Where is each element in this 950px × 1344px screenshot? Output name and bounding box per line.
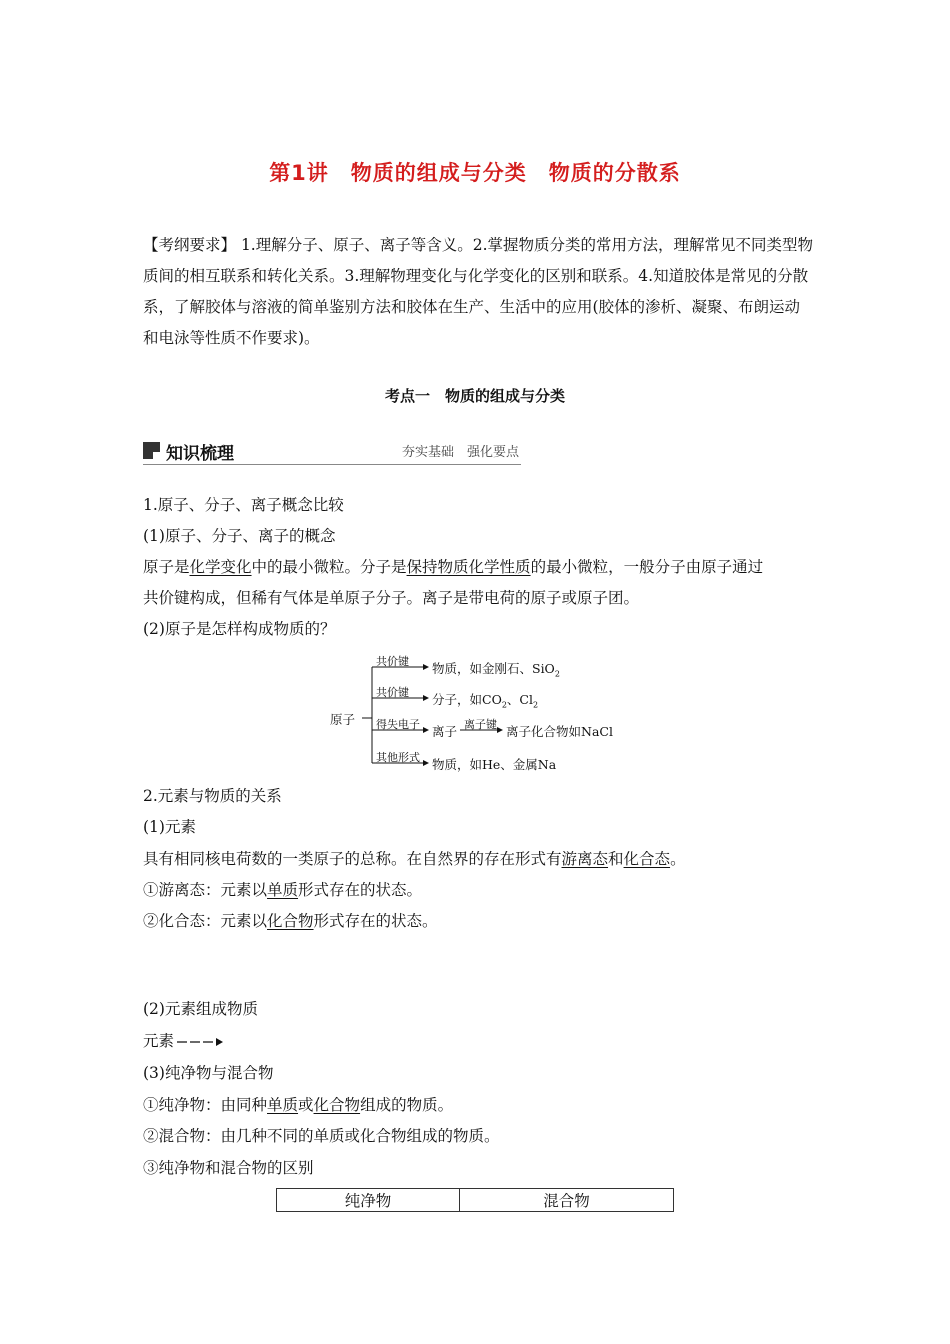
knowledge-bar-label: 知识梳理 xyxy=(166,444,234,464)
section-title: 考点一 物质的组成与分类 xyxy=(384,387,565,405)
knowledge-bar-tag: 夯实基础 强化要点 xyxy=(401,445,519,460)
text: 或 xyxy=(298,1096,314,1114)
s2-difference: ③纯净物和混合物的区别 xyxy=(143,1159,314,1177)
text: 原子是 xyxy=(143,558,190,576)
s1-line2: 共价键构成，但稀有气体是单原子分子。离子是带电荷的原子或原子团。 xyxy=(143,589,640,607)
element-arrow-line xyxy=(143,1029,224,1051)
s1-line1 xyxy=(143,555,763,577)
text: 和 xyxy=(608,850,624,868)
text: 分子，如CO xyxy=(432,692,502,707)
s2-pure xyxy=(143,1093,453,1115)
blank-answer: 单质 xyxy=(267,881,299,899)
s2-sub2: (2)元素组成物质 xyxy=(143,1000,258,1018)
subscript: 2 xyxy=(501,700,507,710)
subscript: 2 xyxy=(532,700,539,710)
divider xyxy=(143,464,521,465)
diagram-root: 原子 xyxy=(330,712,356,727)
branch2-result xyxy=(432,690,538,710)
s1-sub2: (2)原子是怎样构成物质的？ xyxy=(143,620,336,638)
text: 、Cl xyxy=(506,692,533,707)
blank-answer: 化合物 xyxy=(313,1096,361,1114)
text: 的最小微粒，一般分子由原子通过 xyxy=(530,558,764,576)
branch4-result: 物质，如He、金属Na xyxy=(432,757,557,772)
comparison-table xyxy=(276,1188,674,1212)
text: 形式存在的状态。 xyxy=(313,912,438,930)
branch3-result: 离子化合物如NaCl xyxy=(506,724,613,739)
text: ①纯净物：由同种 xyxy=(143,1096,268,1114)
branch1-result xyxy=(432,659,560,679)
branch4-label: 其他形式 xyxy=(376,751,420,764)
text: ①游离态：元素以 xyxy=(143,881,268,899)
requirements-text: 1.理解分子、原子、离子等含义。2.掌握物质分类的常用方法，理解常见不同类型物质间的相互联系和转化关系。3.理解物理变化与化学变化的区别和联系。4.知道胶体是常见的分散系，了解胶体与溶液的简单鉴别方法和胶体在生产、生活中的应用(胶体的渗析、凝聚、布朗运动和电泳等性质不作要求)。 xyxy=(143,236,814,347)
s2-item1 xyxy=(143,878,422,900)
text: 组成的物质。 xyxy=(360,1096,454,1114)
table-header-mixture: 混合物 xyxy=(460,1189,674,1212)
blank-answer: 化学变化 xyxy=(189,558,252,576)
dashed-arrow-icon xyxy=(176,1035,224,1049)
table-header-pure: 纯净物 xyxy=(277,1189,460,1212)
text: ②化合态：元素以 xyxy=(143,912,268,930)
s2-sub3: (3)纯净物与混合物 xyxy=(143,1064,274,1082)
blank-answer: 单质 xyxy=(267,1096,299,1114)
page-title: 第1讲 物质的组成与分类 物质的分散系 xyxy=(269,161,681,185)
atom-structure-diagram xyxy=(330,650,650,780)
branch3-label2: 离子键 xyxy=(464,718,497,731)
text: 中的最小微粒。分子是 xyxy=(251,558,407,576)
s1-sub1: (1)原子、分子、离子的概念 xyxy=(143,527,336,545)
s2-item2 xyxy=(143,909,438,931)
text: 具有相同核电荷数的一类原子的总称。在自然界的存在形式有 xyxy=(143,850,562,868)
requirements-paragraph xyxy=(143,230,815,354)
blank-answer: 保持物质化学性质 xyxy=(406,558,531,576)
branch3-mid: 离子 xyxy=(432,724,458,739)
s2-heading: 2.元素与物质的关系 xyxy=(143,787,282,805)
subscript: 2 xyxy=(554,669,560,679)
knowledge-bar xyxy=(143,437,521,467)
branch2-label: 共价键 xyxy=(376,686,409,699)
branch3-label: 得失电子 xyxy=(376,718,420,731)
text: 。 xyxy=(670,850,686,868)
requirements-label: 【考纲要求】 xyxy=(143,236,237,254)
s2-sub1: (1)元素 xyxy=(143,818,196,836)
blank-answer: 游离态 xyxy=(561,850,609,868)
blank-answer: 化合态 xyxy=(623,850,671,868)
branch1-label: 共价键 xyxy=(376,655,409,668)
s2-mixture: ②混合物：由几种不同的单质或化合物组成的物质。 xyxy=(143,1127,500,1145)
text: 形式存在的状态。 xyxy=(298,881,423,899)
text: 元素 xyxy=(143,1032,175,1050)
table-row xyxy=(277,1189,674,1212)
blank-answer: 化合物 xyxy=(267,912,314,930)
s1-heading: 1.原子、分子、离子概念比较 xyxy=(143,496,344,514)
s2-line1 xyxy=(143,847,686,869)
text: 物质，如金刚石、SiO xyxy=(432,661,555,676)
section-square-icon xyxy=(143,442,160,459)
